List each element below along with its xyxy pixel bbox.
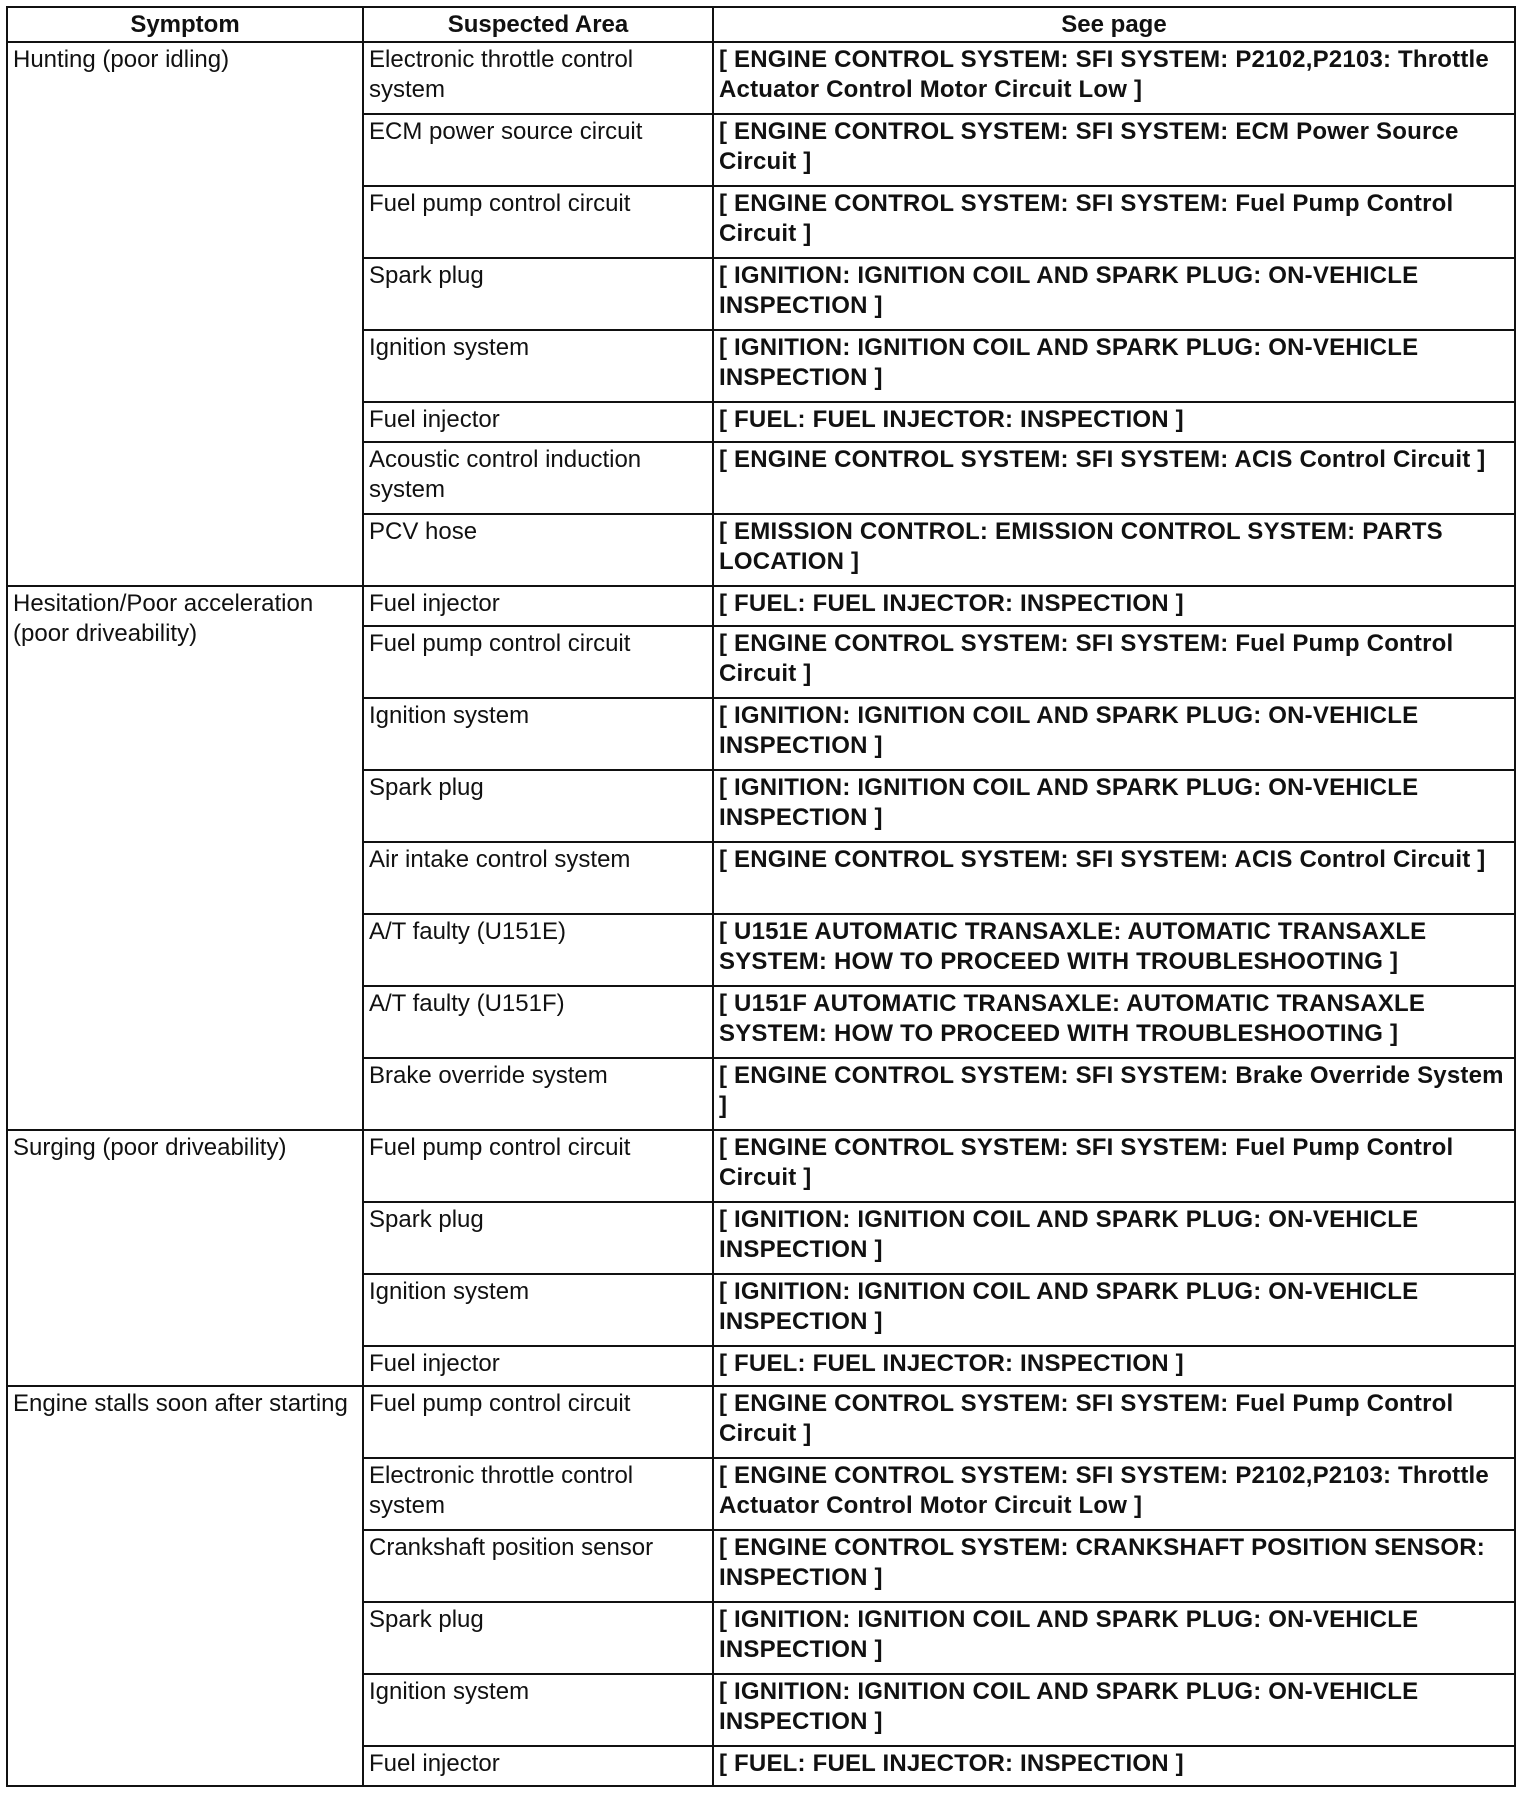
suspected-area-cell: Fuel injector [363, 1346, 713, 1386]
suspected-area-cell: Air intake control system [363, 842, 713, 914]
see-page-link[interactable]: [ IGNITION: IGNITION COIL AND SPARK PLUG: ON-VEHICLE INSPECTION ] [713, 698, 1515, 770]
see-page-link[interactable]: [ ENGINE CONTROL SYSTEM: SFI SYSTEM: Fuel Pump Control Circuit ] [713, 1386, 1515, 1458]
see-page-link[interactable]: [ U151F AUTOMATIC TRANSAXLE: AUTOMATIC TRANSAXLE SYSTEM: HOW TO PROCEED WITH TROUBLESHOOTING ] [713, 986, 1515, 1058]
table-row [7, 586, 1515, 626]
see-page-link[interactable]: [ ENGINE CONTROL SYSTEM: SFI SYSTEM: ACIS Control Circuit ] [713, 842, 1515, 914]
suspected-area-cell: Electronic throttle control system [363, 42, 713, 114]
see-page-link[interactable]: [ IGNITION: IGNITION COIL AND SPARK PLUG: ON-VEHICLE INSPECTION ] [713, 258, 1515, 330]
header-row [7, 7, 1515, 42]
see-page-link[interactable]: [ FUEL: FUEL INJECTOR: INSPECTION ] [713, 1346, 1515, 1386]
suspected-area-cell: A/T faulty (U151E) [363, 914, 713, 986]
problem-symptoms-table [6, 6, 1516, 1787]
see-page-link[interactable]: [ ENGINE CONTROL SYSTEM: SFI SYSTEM: Fuel Pump Control Circuit ] [713, 186, 1515, 258]
symptom-cell: Engine stalls soon after starting [7, 1386, 363, 1786]
suspected-area-cell: Fuel injector [363, 402, 713, 442]
suspected-area-cell: Brake override system [363, 1058, 713, 1130]
see-page-link[interactable]: [ FUEL: FUEL INJECTOR: INSPECTION ] [713, 1746, 1515, 1786]
suspected-area-cell: Acoustic control induction system [363, 442, 713, 514]
see-page-link[interactable]: [ IGNITION: IGNITION COIL AND SPARK PLUG: ON-VEHICLE INSPECTION ] [713, 1602, 1515, 1674]
suspected-area-cell: Crankshaft position sensor [363, 1530, 713, 1602]
table-row [7, 1386, 1515, 1458]
see-page-link[interactable]: [ IGNITION: IGNITION COIL AND SPARK PLUG: ON-VEHICLE INSPECTION ] [713, 1674, 1515, 1746]
suspected-area-cell: Spark plug [363, 770, 713, 842]
table-row [7, 42, 1515, 114]
see-page-link[interactable]: [ IGNITION: IGNITION COIL AND SPARK PLUG: ON-VEHICLE INSPECTION ] [713, 330, 1515, 402]
suspected-area-cell: A/T faulty (U151F) [363, 986, 713, 1058]
symptom-cell: Hunting (poor idling) [7, 42, 363, 586]
see-page-link[interactable]: [ ENGINE CONTROL SYSTEM: SFI SYSTEM: ECM Power Source Circuit ] [713, 114, 1515, 186]
see-page-link[interactable]: [ FUEL: FUEL INJECTOR: INSPECTION ] [713, 402, 1515, 442]
suspected-area-cell: Ignition system [363, 330, 713, 402]
see-page-link[interactable]: [ EMISSION CONTROL: EMISSION CONTROL SYSTEM: PARTS LOCATION ] [713, 514, 1515, 586]
suspected-area-cell: Fuel injector [363, 1746, 713, 1786]
suspected-area-cell: Spark plug [363, 1602, 713, 1674]
suspected-area-cell: Spark plug [363, 1202, 713, 1274]
suspected-area-cell: Ignition system [363, 1274, 713, 1346]
troubleshooting-sheet [6, 6, 1514, 1787]
suspected-area-cell: Fuel pump control circuit [363, 1386, 713, 1458]
suspected-area-cell: Fuel pump control circuit [363, 626, 713, 698]
suspected-area-cell: Ignition system [363, 1674, 713, 1746]
see-page-link[interactable]: [ ENGINE CONTROL SYSTEM: SFI SYSTEM: Fuel Pump Control Circuit ] [713, 1130, 1515, 1202]
see-page-link[interactable]: [ IGNITION: IGNITION COIL AND SPARK PLUG: ON-VEHICLE INSPECTION ] [713, 1202, 1515, 1274]
symptom-cell: Surging (poor driveability) [7, 1130, 363, 1386]
see-page-link[interactable]: [ IGNITION: IGNITION COIL AND SPARK PLUG: ON-VEHICLE INSPECTION ] [713, 770, 1515, 842]
suspected-area-cell: Ignition system [363, 698, 713, 770]
see-page-link[interactable]: [ ENGINE CONTROL SYSTEM: SFI SYSTEM: P2102,P2103: Throttle Actuator Control Motor Circuit Low ] [713, 1458, 1515, 1530]
header-see-page: See page [713, 7, 1515, 42]
see-page-link[interactable]: [ ENGINE CONTROL SYSTEM: SFI SYSTEM: Brake Override System ] [713, 1058, 1515, 1130]
see-page-link[interactable]: [ IGNITION: IGNITION COIL AND SPARK PLUG: ON-VEHICLE INSPECTION ] [713, 1274, 1515, 1346]
see-page-link[interactable]: [ ENGINE CONTROL SYSTEM: SFI SYSTEM: Fuel Pump Control Circuit ] [713, 626, 1515, 698]
see-page-link[interactable]: [ FUEL: FUEL INJECTOR: INSPECTION ] [713, 586, 1515, 626]
suspected-area-cell: PCV hose [363, 514, 713, 586]
see-page-link[interactable]: [ ENGINE CONTROL SYSTEM: SFI SYSTEM: P2102,P2103: Throttle Actuator Control Motor Circuit Low ] [713, 42, 1515, 114]
header-symptom: Symptom [7, 7, 363, 42]
suspected-area-cell: ECM power source circuit [363, 114, 713, 186]
suspected-area-cell: Fuel pump control circuit [363, 1130, 713, 1202]
see-page-link[interactable]: [ U151E AUTOMATIC TRANSAXLE: AUTOMATIC TRANSAXLE SYSTEM: HOW TO PROCEED WITH TROUBLESHOOTING ] [713, 914, 1515, 986]
table-row [7, 1130, 1515, 1202]
see-page-link[interactable]: [ ENGINE CONTROL SYSTEM: CRANKSHAFT POSITION SENSOR: INSPECTION ] [713, 1530, 1515, 1602]
symptom-cell: Hesitation/Poor acceleration (poor driveability) [7, 586, 363, 1130]
header-suspected-area: Suspected Area [363, 7, 713, 42]
suspected-area-cell: Fuel injector [363, 586, 713, 626]
see-page-link[interactable]: [ ENGINE CONTROL SYSTEM: SFI SYSTEM: ACIS Control Circuit ] [713, 442, 1515, 514]
suspected-area-cell: Fuel pump control circuit [363, 186, 713, 258]
suspected-area-cell: Electronic throttle control system [363, 1458, 713, 1530]
suspected-area-cell: Spark plug [363, 258, 713, 330]
